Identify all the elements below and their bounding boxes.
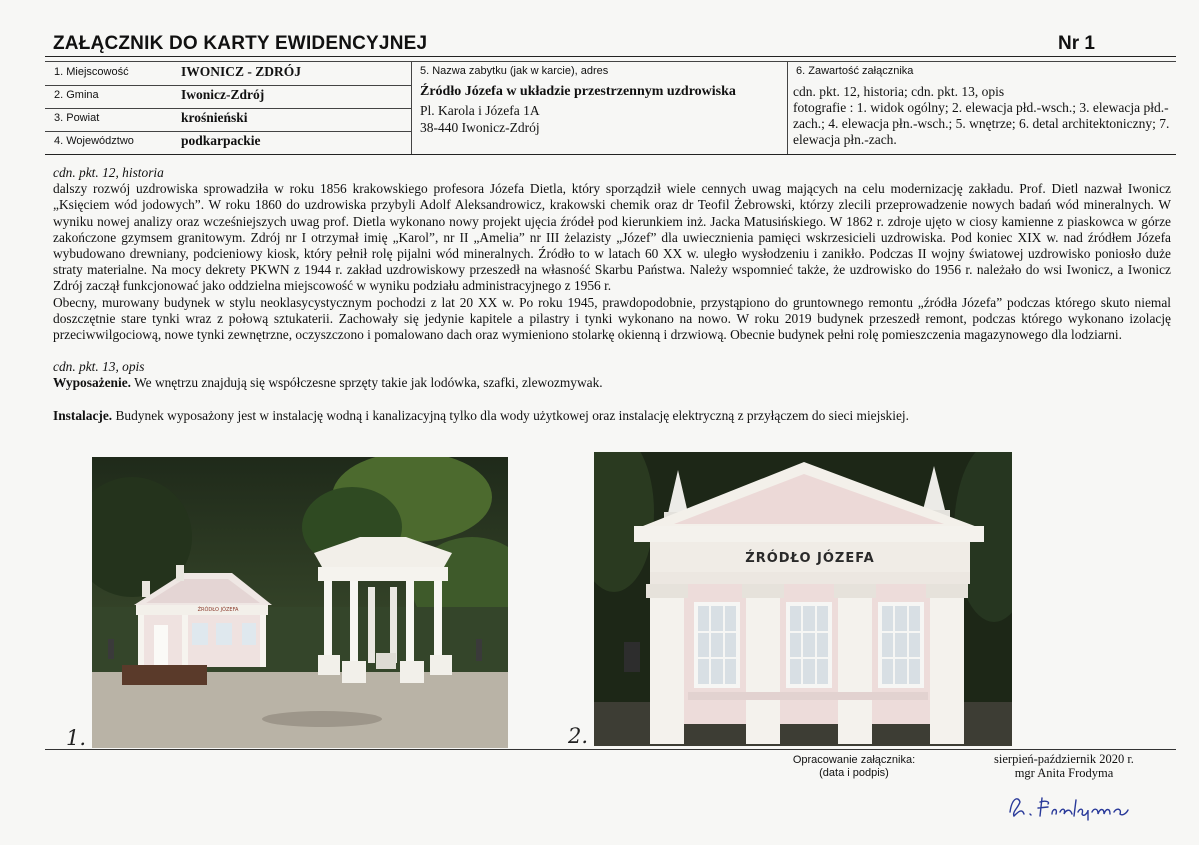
preparation-info (984, 752, 1144, 780)
field-value: podkarpackie (181, 133, 261, 148)
header-divider (45, 56, 1176, 57)
document-number: Nr 1 (1058, 33, 1095, 54)
photo-general-view (92, 457, 508, 748)
field-label: 4. Województwo (54, 135, 134, 147)
history-heading: cdn. pkt. 12, historia (53, 165, 164, 180)
attachment-contents-label: 6. Zawartość załącznika (796, 65, 914, 77)
document-title: ZAŁĄCZNIK DO KARTY EWIDENCYJNEJ (53, 33, 428, 54)
field-label: 1. Miejscowość (54, 66, 129, 78)
prepared-line-2: (data i podpis) (819, 767, 889, 779)
photo-general-view-image (92, 457, 508, 748)
equipment-label: Wyposażenie. (53, 375, 131, 391)
attachment-contents-line1: cdn. pkt. 12, historia; cdn. pkt. 13, opis (793, 84, 1005, 99)
equipment-text: We wnętrzu znajdują się współczesne sprzęty takie jak lodówka, szafki, zlewozmywak. (130, 375, 603, 391)
photo-facade-image (594, 452, 1012, 746)
field-voivodeship (45, 131, 411, 154)
info-grid (45, 61, 1176, 155)
field-value: krośnieński (181, 110, 248, 125)
field-county (45, 108, 411, 132)
field-value: Iwonicz-Zdrój (181, 87, 265, 102)
installation-paragraph (53, 408, 1171, 424)
field-locality (45, 62, 411, 86)
field-value: IWONICZ - ZDRÓJ (181, 64, 302, 79)
photo-number-1: 1. (66, 726, 87, 750)
history-paragraph-2: Obecny, murowany budynek w stylu neoklasycystycznym pochodzi z lat 20 XX w. Po roku 1945, prawdopodobnie, przystąpiono do gruntownego remontu „źródła Józefa” podczas którego skuto niemal doszczętnie stare tynki wraz z połową sztukaterii. Zachowały się jedynie kapitele a pilastry i tynki wykonano na nowo. W roku 2019 budynek przeszedł remont, podczas którego wykonano izolację przeciwwilgociową, nowe tynki zewnętrzne, oczyszczono i pomalowano dach oraz wymieniono stolarkę okienną i drzwiową. Obecnie budynek pełni rolę pomieszczenia magazynowego dla lodziarni. (53, 294, 1171, 343)
field-commune (45, 85, 411, 109)
photo-2-sign-text: ŹRÓDŁO JÓZEFA (745, 551, 875, 566)
field-label: 2. Gmina (54, 89, 99, 101)
monument-name: Źródło Józefa w układzie przestrzennym uzdrowiska (420, 84, 736, 99)
footer-divider (45, 749, 1176, 750)
history-paragraph-1: dalszy rozwój uzdrowiska sprowadziła w roku 1856 krakowskiego profesora Józefa Dietla, który sporządził wiele cennych uwag mających na celu modernizację zakładu. Prof. Dietl nazwał Iwonicz „Księciem wód jodowych”. W roku 1860 do uzdrowiska przybyli Adolf Aleksandrowicz, krakowski chemik oraz dr Teofil Żebrowski, którzy zlecili przeprowadzenie nowych badań wód mineralnych. W wyniku nowej analizy oraz wcześniejszych uwag prof. Dietla wykonano nowy projekt ujęcia źródeł pod kierunkiem inż. Jacka Matusińskiego. W 1862 r. zdroje ujęto w ciosy kamienne z piaskowca w górze zakończone gzymsem granitowym. Zdrój nr I otrzymał imię „Karol”, nr II „Amelia” nr III żelazisty „Józef” dla uwiecznienia pamięci wskrzesicieli uzdrowiska. Pod koniec XIX w. nad źródłem Józefa wybudowano drewniany, podcieniowy kiosk, który pełnił rolę pijalni wód mineralnych. Źródło to w latach 60 XX w. uległo wysłodzeniu i zanikło. Podczas II wojny światowej uzdrowisko poniosło duże straty materialne. Na mocy dekrety PKWN z 1944 r. zakład uzdrowiskowy przeszedł na własność Skarbu Państwa. Należy wspomnieć także, że uzdrowisko do 1956 r. należało do wsi Iwonicz, a Iwonicz Zdrój zaczął funkcjonować jako oddzielna miejscowość w wyniku podziału administracyjnego z 1956 r. (53, 181, 1171, 294)
installation-text: Budynek wyposażony jest w instalację wodną i kanalizacyjną tylko dla wody użytkowej oraz instalację elektryczną z przyłączem do sieci miejskiej. (112, 407, 909, 423)
attachment-contents-field (787, 62, 1176, 154)
preparation-author: mgr Anita Frodyma (1014, 766, 1114, 780)
photo-facade (594, 452, 1012, 746)
monument-address-line2: 38-440 Iwonicz-Zdrój (420, 120, 540, 135)
attachment-contents-line2: fotografie : 1. widok ogólny; 2. elewacja płd.-wsch.; 3. elewacja płd.-zach.; 4. elewacja płn.-wsch.; 5. wnętrze; 6. detal architektoniczny; 7. elewacja płn.-zach. (793, 100, 1170, 147)
photo-1-sign-text: ŹRÓDŁO JÓZEFA (197, 607, 239, 613)
attachment-contents-text (793, 84, 1175, 148)
monument-field (411, 62, 788, 154)
description-heading: cdn. pkt. 13, opis (53, 359, 145, 375)
monument-label: 5. Nazwa zabytku (jak w karcie), adres (420, 65, 609, 77)
field-label: 3. Powiat (54, 112, 100, 124)
monument-address-line1: Pl. Karola i Józefa 1A (420, 103, 540, 118)
photo-number-2: 2. (568, 724, 589, 748)
preparation-date: sierpień-październik 2020 r. (994, 752, 1134, 766)
installation-label: Instalacje. (53, 407, 113, 423)
document-body (53, 165, 1171, 424)
handwritten-signature (1004, 790, 1144, 829)
equipment-paragraph (53, 375, 1171, 391)
prepared-by-label (784, 754, 924, 780)
prepared-line-1: Opracowanie załącznika: (792, 754, 916, 766)
location-fields (45, 62, 412, 154)
